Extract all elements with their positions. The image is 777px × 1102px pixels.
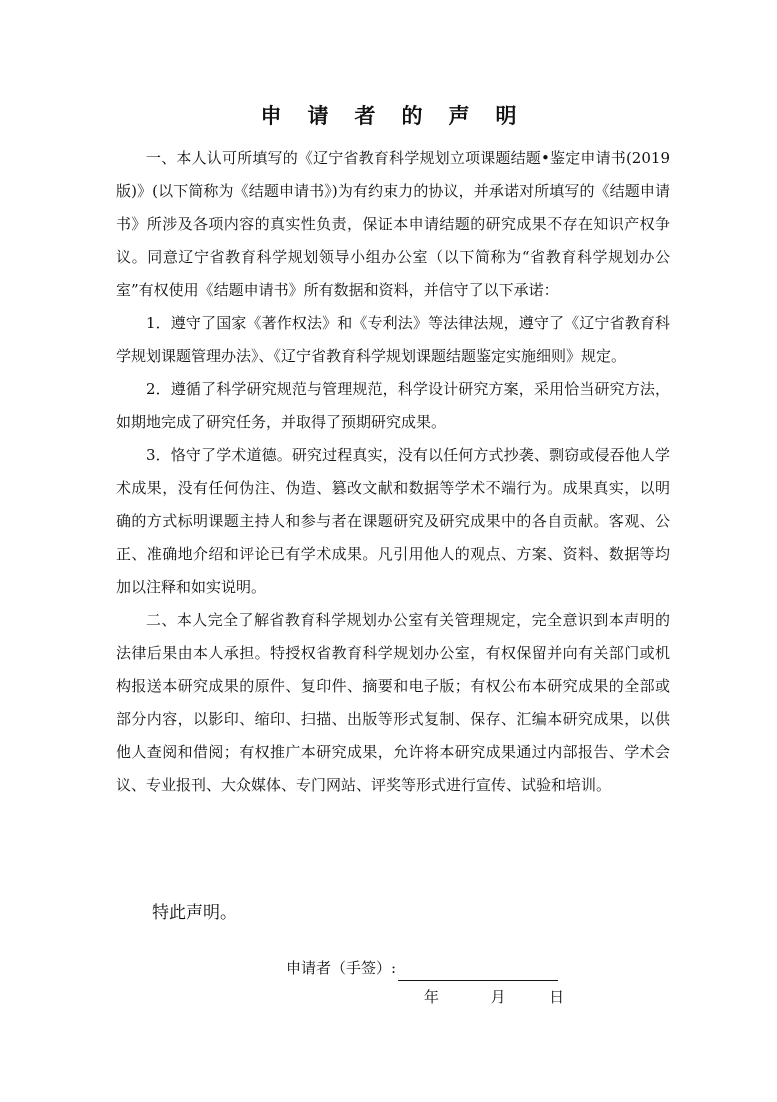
date-row	[424, 984, 564, 1010]
paragraph-1: 一、本人认可所填写的《辽宁省教育科学规划立项课题结题•鉴定申请书(2019 版)》(以下简称为《结题申请书》)为有约束力的协议，并承诺对所填写的《结题申请书》所涉及各项内容的真实性负责，保证本申请结题的研究成果不存在知识产权争议。同意辽宁省教育科学规划领导小组办公室（以下简称为“省教育科学规划办公室”有权使用《结题申请书》所有数据和资料，并信守了以下承诺：	[116, 149, 670, 299]
page-title: 申请者的声明	[260, 104, 543, 128]
paragraph-2: 二、本人完全了解省教育科学规划办公室有关管理规定，完全意识到本声明的法律后果由本人承担。特授权省教育科学规划办公室，有权保留并向有关部门或机构报送本研究成果的原件、复印件、摘要和电子版；有权公布本研究成果的全部或部分内容，以影印、缩印、扫描、出版等形式复制、保存、汇编本研究成果，以供他人查阅和借阅；有权推广本研究成果，允许将本研究成果通过内部报告、学术会议、专业报刊、大众媒体、专门网站、评奖等形式进行宣传、试验和培训。	[116, 611, 670, 794]
signature-row	[286, 955, 558, 981]
signature-label: 申请者（手签）:	[286, 959, 397, 977]
closing-statement: 特此声明。	[152, 903, 237, 923]
paragraph-item-3: 3．恪守了学术道德。研究过程真实，没有以任何方式抄袭、剽窃或侵吞他人学术成果，没有任何伪注、伪造、篡改文献和数据等学术不端行为。成果真实，以明确的方式标明课题主持人和参与者在课题研究及研究成果中的各自贡献。客观、公正、准确地介绍和评论已有学术成果。凡引用他人的观点、方案、资料、数据等均加以注释和如实说明。	[116, 446, 670, 596]
date-day-label: 日	[549, 988, 565, 1006]
date-month-label: 月	[490, 988, 506, 1006]
declaration-body	[116, 142, 670, 802]
paragraph-item-1: 1．遵守了国家《著作权法》和《专利法》等法律法规，遵守了《辽宁省教育科学规划课题管理办法》、《辽宁省教育科学规划课题结题鉴定实施细则》规定。	[116, 314, 670, 365]
paragraph-item-2: 2．遵循了科学研究规范与管理规范，科学设计研究方案，采用恰当研究方法，如期地完成了研究任务，并取得了预期研究成果。	[116, 380, 670, 431]
signature-line	[398, 962, 558, 981]
date-year-label: 年	[424, 988, 440, 1006]
